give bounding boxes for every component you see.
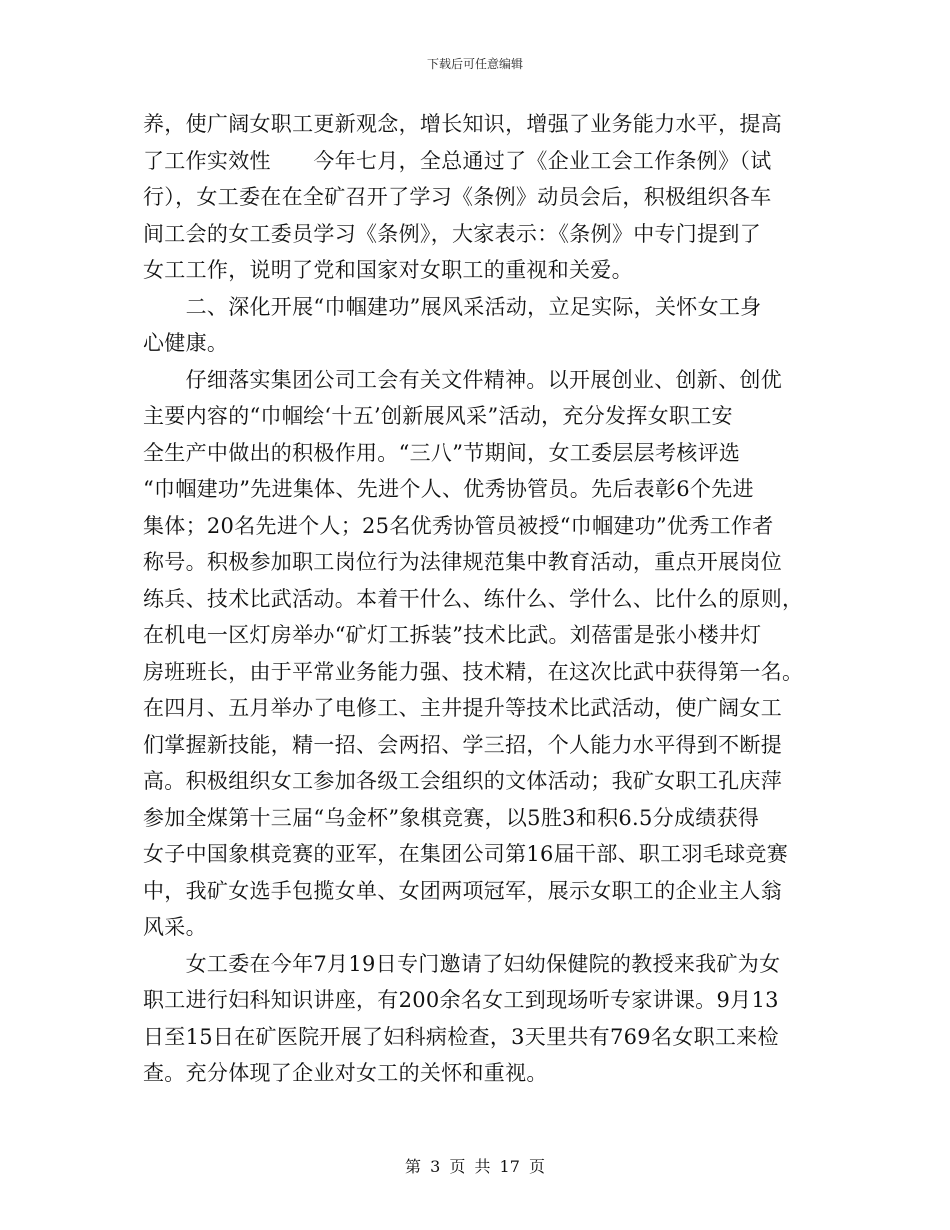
text-line: 女工委在今年7月19日专门邀请了妇幼保健院的教授来我矿为女: [143, 951, 781, 976]
text-line: 在机电一区灯房举办“矿灯工拆装”技术比武。刘蓓雷是张小楼井灯: [143, 623, 762, 647]
text-line: 养，使广阔女职工更新观念，增长知识，增强了业务能力水平，提高: [143, 112, 782, 136]
text-line: 间工会的女工委员学习《条例》，大家表示：《条例》中专门提到了: [143, 221, 761, 246]
page-header: 下载后可任意编辑: [426, 57, 523, 71]
text-line: 房班班长，由于平常业务能力强、技术精，在这次比武中获得第一名。: [143, 659, 804, 684]
text-line: 职工进行妇科知识讲座，有200余名女工到现场听专家讲课。9月13: [143, 988, 779, 1012]
text-line: 日至15日在矿医院开展了妇科病检查，3天里共有769名女职工来检: [143, 1024, 779, 1049]
text-line: 了工作实效性 今年七月，全总通过了《企业工会工作条例》（试: [143, 148, 772, 173]
text-line: 练兵、技术比武活动。本着干什么、练什么、学什么、比什么的原则，: [143, 586, 804, 611]
text-line: “巾帼建功”先进集体、先进个人、优秀协管员。先后表彰6个先进: [143, 477, 754, 501]
text-line: 中，我矿女选手包揽女单、女团两项冠军，展示女职工的企业主人翁: [143, 878, 782, 903]
text-line: 风采。: [143, 915, 207, 939]
text-line: 在四月、五月举办了电修工、主井提升等技术比武活动，使广阔女工: [143, 696, 782, 720]
text-line: 二、深化开展“巾帼建功”展风采活动，立足实际，关怀女工身: [143, 294, 762, 319]
text-line: 称号。积极参加职工岗位行为法律规范集中教育活动，重点开展岗位: [143, 550, 782, 574]
document-body: [143, 106, 808, 1092]
text-line: 集体；20名先进个人；25名优秀协管员被授“巾帼建功”优秀工作者: [143, 513, 774, 538]
text-line: 心健康。: [143, 331, 229, 355]
text-line: 仔细落实集团公司工会有关文件精神。以开展创业、创新、创优: [143, 367, 782, 392]
text-line: 们掌握新技能，精一招、会两招、学三招，个人能力水平得到不断提: [143, 732, 782, 757]
text-line: 行），女工委在在全矿召开了学习《条例》动员会后，积极组织各车: [143, 185, 772, 209]
text-line: 高。积极组织女工参加各级工会组织的文体活动；我矿女职工孔庆萍: [143, 769, 782, 793]
text-line: 女子中国象棋竞赛的亚军，在集团公司第16届干部、职工羽毛球竞赛: [143, 842, 789, 866]
text-line: 全生产中做出的积极作用。“三八”节期间，女工委层层考核评选: [143, 440, 741, 465]
page-footer: 第 3 页 共 17 页: [405, 1157, 545, 1176]
text-line: 主要内容的“巾帼绘‘十五’创新展风采”活动，充分发挥女职工安: [143, 404, 733, 428]
text-line: 参加全煤第十三届“乌金杯”象棋竞赛，以5胜3和积6.5分成绩获得: [143, 805, 760, 830]
text-line: 女工工作，说明了党和国家对女职工的重视和关爱。: [143, 258, 633, 282]
text-line: 查。充分体现了企业对女工的关怀和重视。: [143, 1061, 548, 1085]
